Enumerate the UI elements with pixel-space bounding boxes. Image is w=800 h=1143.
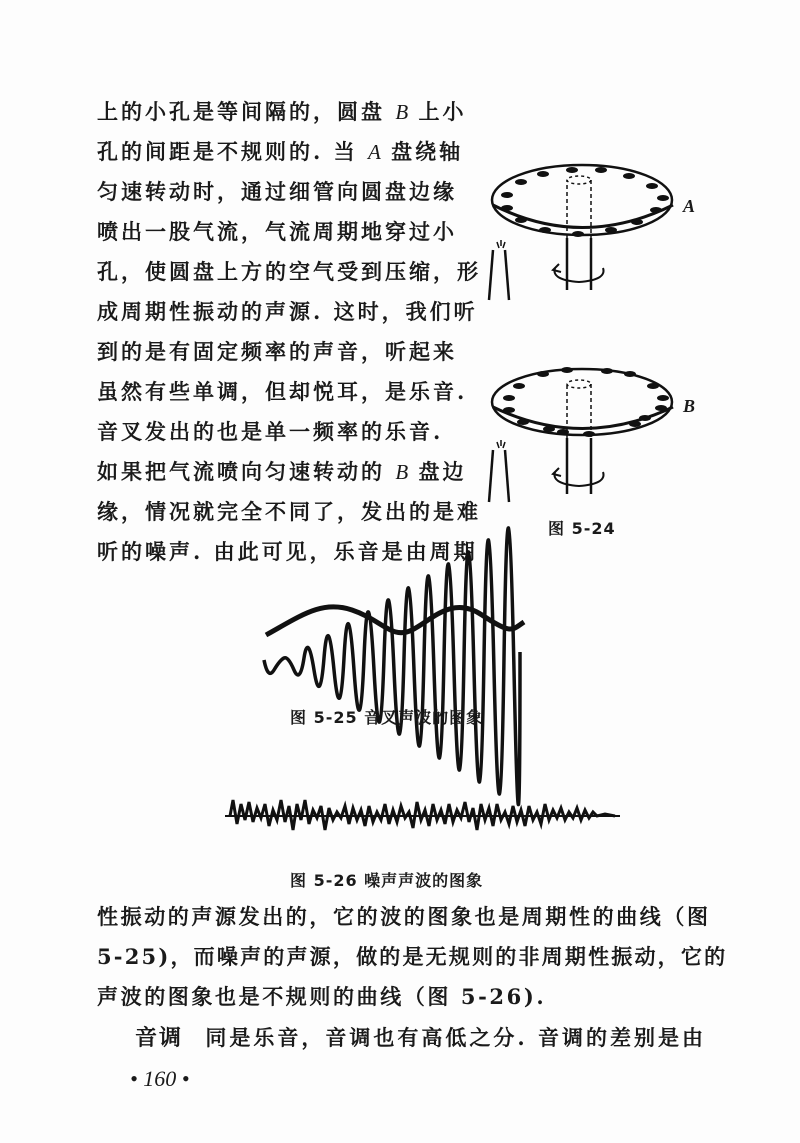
- noise-wave: [225, 790, 620, 840]
- text-line: 虽然有些单调，但却悦耳，是乐音.: [97, 379, 468, 404]
- figure-5-25-caption: 图 5-25 音叉声波的图象: [290, 708, 484, 727]
- text-line: 到的是有固定频率的声音，听起来: [97, 339, 457, 364]
- text-line: 听的噪声. 由此可见，乐音是由周期: [97, 539, 478, 564]
- page-number: • 160 •: [130, 1066, 190, 1091]
- text-line: 孔的间距是不规则的. 当 A 盘绕轴: [97, 139, 464, 164]
- figure-5-26-caption: 图 5-26 噪声声波的图象: [290, 871, 484, 890]
- text-line: 声波的图象也是不规则的曲线（图 5-26).: [97, 984, 547, 1009]
- text-line: 喷出一股气流，气流周期地穿过小: [97, 219, 457, 244]
- text-line: 音叉发出的也是单一频率的乐音.: [97, 419, 444, 444]
- tuning-fork-waves: [262, 600, 532, 680]
- text-line: 性振动的声源发出的，它的波的图象也是周期性的曲线（图: [97, 904, 711, 929]
- text-line: 5-25)，而噪声的声源，做的是无规则的非周期性振动，它的: [97, 944, 728, 969]
- text-line: 孔，使圆盘上方的空气受到压缩，形: [97, 259, 481, 284]
- disk-b-illustration: [485, 362, 685, 502]
- disk-b-label: B: [683, 396, 696, 416]
- text-line: 如果把气流喷向匀速转动的 B 盘边: [97, 459, 467, 484]
- section-text: 同是乐音，音调也有高低之分. 音调的差别是由: [205, 1025, 706, 1050]
- text-line: 匀速转动时，通过细管向圆盘边缘: [97, 179, 457, 204]
- figure-5-24-caption: 图 5-24: [548, 519, 616, 538]
- text-line: 上的小孔是等间隔的，圆盘 B 上小: [97, 99, 467, 124]
- section-term-pitch: 音调: [135, 1026, 184, 1051]
- disk-a-label: A: [683, 196, 696, 216]
- disk-a-illustration: [485, 160, 685, 300]
- text-line: 缘，情况就完全不同了，发出的是难: [97, 499, 481, 524]
- section-line: [135, 1024, 706, 1053]
- text-line: 成周期性振动的声源. 这时，我们听: [97, 299, 478, 324]
